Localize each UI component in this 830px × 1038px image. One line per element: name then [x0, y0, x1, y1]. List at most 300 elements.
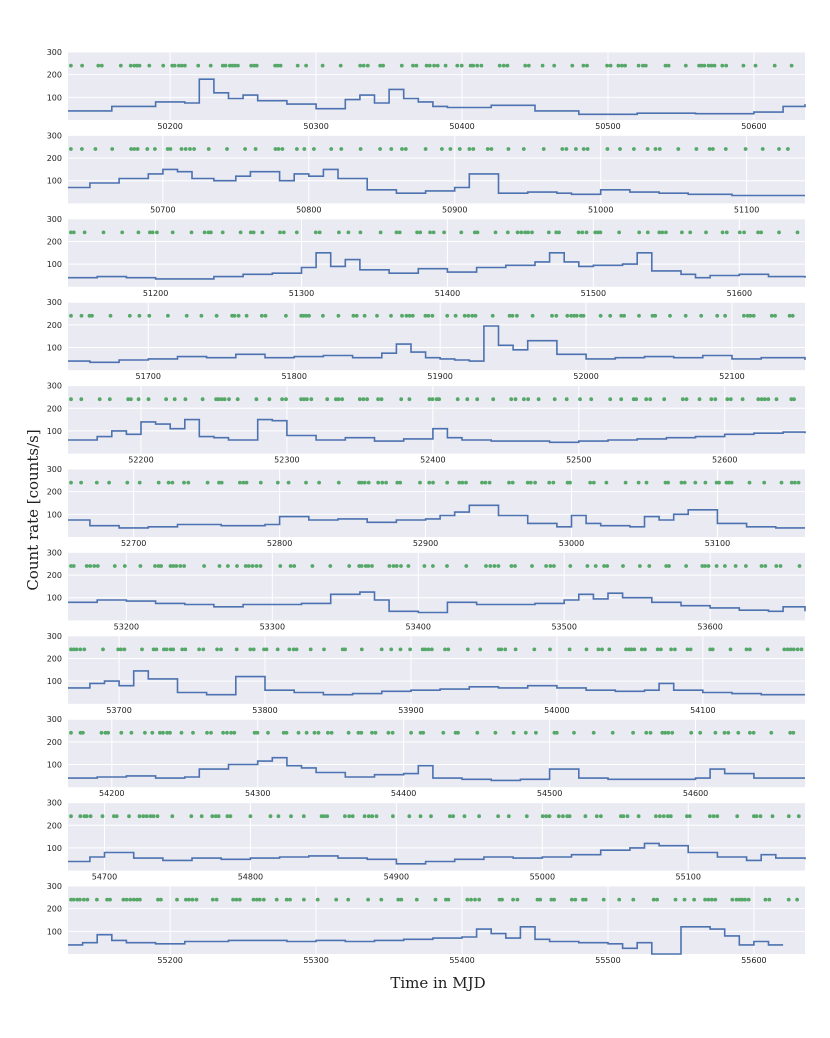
observation-marker [721, 231, 725, 235]
observation-marker [375, 314, 379, 318]
x-tick-label: 55200 [157, 956, 183, 965]
y-tick-label: 300 [46, 548, 62, 558]
observation-marker [384, 481, 388, 485]
panel-background [68, 135, 805, 203]
observation-marker [743, 898, 747, 902]
observation-marker [745, 648, 749, 652]
observation-marker [337, 481, 341, 485]
observation-marker [698, 731, 702, 735]
observation-marker [215, 898, 219, 902]
observation-marker [444, 64, 448, 68]
observation-marker [400, 64, 404, 68]
observation-marker [704, 481, 708, 485]
observation-marker [522, 397, 526, 401]
observation-marker [494, 731, 498, 735]
observation-marker [525, 814, 529, 818]
observation-marker [225, 731, 229, 735]
observation-marker [526, 397, 530, 401]
observation-marker [276, 648, 280, 652]
observation-marker [360, 648, 364, 652]
observation-marker [689, 648, 693, 652]
observation-marker [138, 481, 142, 485]
observation-marker [284, 314, 288, 318]
observation-marker [474, 314, 478, 318]
observation-marker [127, 814, 131, 818]
y-tick-label: 100 [46, 343, 62, 353]
observation-marker [322, 648, 326, 652]
observation-marker [432, 64, 436, 68]
observation-marker [463, 314, 467, 318]
observation-marker [565, 397, 569, 401]
observation-marker [366, 564, 370, 568]
observation-marker [351, 814, 355, 818]
observation-marker [96, 564, 100, 568]
observation-marker [557, 814, 561, 818]
observation-marker [174, 564, 178, 568]
observation-marker [552, 564, 556, 568]
observation-marker [190, 231, 194, 235]
observation-marker [760, 564, 764, 568]
observation-marker [233, 314, 237, 318]
observation-marker [137, 231, 141, 235]
observation-marker [796, 231, 800, 235]
observation-marker [427, 314, 431, 318]
observation-marker [565, 147, 569, 151]
observation-marker [434, 898, 438, 902]
x-tick-label: 54500 [536, 789, 563, 799]
observation-marker [225, 147, 229, 151]
observation-marker [715, 814, 719, 818]
observation-marker [572, 731, 576, 735]
observation-marker [120, 231, 124, 235]
observation-marker [171, 231, 175, 235]
observation-marker [449, 147, 453, 151]
x-tick-label: 55400 [449, 956, 475, 965]
x-tick-label: 52200 [128, 455, 154, 465]
observation-marker [534, 731, 538, 735]
observation-marker [69, 814, 73, 818]
observation-marker [608, 397, 612, 401]
observation-marker [500, 898, 504, 902]
y-tick-label: 200 [46, 821, 62, 831]
observation-marker [139, 564, 143, 568]
observation-marker [741, 397, 745, 401]
observation-marker [334, 898, 338, 902]
observation-marker [664, 231, 668, 235]
light-curve-panel [47, 632, 805, 715]
observation-marker [707, 564, 711, 568]
observation-marker [80, 314, 84, 318]
observation-marker [391, 731, 395, 735]
observation-marker [218, 564, 222, 568]
observation-marker [711, 648, 715, 652]
observation-marker [365, 397, 369, 401]
observation-marker [480, 64, 484, 68]
observation-marker [631, 898, 635, 902]
observation-marker [698, 397, 702, 401]
observation-marker [547, 231, 551, 235]
observation-marker [275, 898, 279, 902]
observation-marker [285, 898, 289, 902]
observation-marker [708, 147, 712, 151]
observation-marker [145, 814, 149, 818]
observation-marker [658, 814, 662, 818]
observation-marker [123, 564, 127, 568]
observation-marker [455, 64, 459, 68]
observation-marker [502, 64, 506, 68]
observation-marker [442, 231, 446, 235]
observation-marker [709, 397, 713, 401]
x-tick-label: 52500 [566, 455, 592, 465]
observation-marker [712, 814, 716, 818]
x-tick-label: 50400 [449, 122, 475, 131]
observation-marker [729, 397, 733, 401]
observation-marker [201, 648, 205, 652]
observation-marker [637, 814, 641, 818]
observation-marker [215, 648, 219, 652]
observation-marker [227, 397, 231, 401]
observation-marker [80, 147, 84, 151]
observation-marker [326, 731, 330, 735]
observation-marker [297, 731, 301, 735]
observation-marker [509, 397, 513, 401]
observation-marker [688, 231, 692, 235]
observation-marker [161, 64, 165, 68]
observation-marker [159, 564, 163, 568]
panel-background [68, 302, 805, 370]
observation-marker [102, 231, 106, 235]
observation-marker [427, 481, 431, 485]
y-tick-label: 100 [46, 93, 62, 103]
observation-marker [465, 397, 469, 401]
observation-marker [147, 314, 151, 318]
observation-marker [249, 814, 253, 818]
observation-marker [488, 481, 492, 485]
observation-marker [115, 814, 119, 818]
observation-marker [748, 731, 752, 735]
observation-marker [796, 648, 800, 652]
observation-marker [347, 231, 351, 235]
observation-marker [791, 731, 795, 735]
y-tick-label: 200 [46, 654, 62, 664]
y-tick-label: 200 [46, 237, 62, 247]
x-axis-label: Time in MJD [390, 974, 486, 992]
observation-marker [72, 898, 76, 902]
observation-marker [561, 814, 565, 818]
observation-marker [173, 397, 177, 401]
observation-marker [75, 648, 79, 652]
observation-marker [366, 64, 370, 68]
observation-marker [224, 64, 228, 68]
observation-marker [431, 481, 435, 485]
observation-marker [314, 231, 318, 235]
observation-marker [153, 564, 157, 568]
observation-marker [415, 64, 419, 68]
observation-marker [756, 397, 760, 401]
observation-marker [235, 898, 239, 902]
observation-marker [317, 731, 321, 735]
y-tick-label: 100 [46, 260, 62, 270]
observation-marker [400, 147, 404, 151]
observation-marker [95, 481, 99, 485]
observation-marker [542, 147, 546, 151]
observation-marker [749, 314, 753, 318]
observation-marker [475, 397, 479, 401]
y-tick-label: 100 [46, 843, 62, 853]
observation-marker [388, 564, 392, 568]
observation-marker [282, 231, 286, 235]
y-tick-label: 200 [46, 904, 62, 914]
observation-marker [652, 898, 656, 902]
observation-marker [619, 397, 623, 401]
observation-marker [575, 314, 579, 318]
x-tick-label: 53400 [405, 622, 431, 632]
observation-marker [268, 397, 272, 401]
observation-marker [108, 898, 112, 902]
observation-marker [399, 898, 403, 902]
y-tick-label: 100 [46, 593, 62, 603]
observation-marker [147, 64, 151, 68]
observation-marker [170, 814, 174, 818]
observation-marker [568, 564, 572, 568]
observation-marker [592, 731, 596, 735]
observation-marker [618, 147, 622, 151]
observation-marker [777, 231, 781, 235]
observation-marker [277, 147, 281, 151]
observation-marker [723, 564, 727, 568]
observation-marker [83, 231, 87, 235]
observation-marker [623, 64, 627, 68]
light-curve-panel [47, 298, 805, 381]
observation-marker [491, 397, 495, 401]
observation-marker [251, 564, 255, 568]
observation-marker [673, 648, 677, 652]
observation-marker [791, 314, 795, 318]
observation-marker [347, 731, 351, 735]
observation-marker [550, 314, 554, 318]
observation-marker [376, 397, 380, 401]
observation-marker [582, 314, 586, 318]
observation-marker [798, 564, 802, 568]
observation-marker [725, 397, 729, 401]
observation-marker [389, 648, 393, 652]
observation-marker [359, 231, 363, 235]
observation-marker [211, 898, 215, 902]
observation-marker [411, 64, 415, 68]
observation-marker [389, 147, 393, 151]
observation-marker [399, 564, 403, 568]
observation-marker [725, 231, 729, 235]
observation-marker [638, 564, 642, 568]
x-tick-label: 53300 [259, 622, 286, 632]
observation-marker [129, 397, 133, 401]
observation-marker [511, 481, 515, 485]
observation-marker [565, 314, 569, 318]
observation-marker [471, 147, 475, 151]
y-tick-label: 300 [46, 214, 62, 224]
observation-marker [432, 231, 436, 235]
observation-marker [552, 898, 556, 902]
observation-marker [506, 231, 510, 235]
observation-marker [766, 648, 770, 652]
observation-marker [763, 397, 767, 401]
observation-marker [511, 314, 515, 318]
observation-marker [309, 397, 313, 401]
y-tick-label: 200 [46, 320, 62, 330]
observation-marker [231, 898, 235, 902]
x-tick-label: 55600 [741, 956, 767, 965]
observation-marker [239, 231, 243, 235]
observation-marker [646, 147, 650, 151]
observation-marker [717, 481, 721, 485]
observation-marker [586, 564, 590, 568]
observation-marker [748, 648, 752, 652]
observation-marker [459, 231, 463, 235]
observation-marker [366, 898, 370, 902]
x-tick-label: 54300 [244, 789, 271, 799]
observation-marker [611, 731, 615, 735]
observation-marker [531, 314, 535, 318]
observation-marker [669, 814, 673, 818]
observation-marker [763, 564, 767, 568]
observation-marker [72, 231, 76, 235]
observation-marker [259, 564, 263, 568]
observation-marker [584, 898, 588, 902]
y-tick-label: 300 [46, 465, 62, 474]
observation-marker [646, 231, 650, 235]
observation-marker [436, 64, 440, 68]
observation-marker [215, 314, 219, 318]
observation-marker [197, 648, 201, 652]
observation-marker [255, 397, 259, 401]
observation-marker [516, 898, 520, 902]
observation-marker [658, 147, 662, 151]
observation-marker [529, 481, 533, 485]
observation-marker [295, 648, 299, 652]
x-tick-label: 53500 [551, 622, 577, 632]
x-tick-label: 52600 [712, 455, 738, 465]
observation-marker [654, 814, 658, 818]
x-tick-label: 50800 [296, 205, 322, 215]
observation-marker [537, 397, 541, 401]
observation-marker [654, 147, 658, 151]
x-tick-label: 53800 [252, 705, 278, 715]
observation-marker [138, 64, 142, 68]
observation-marker [427, 648, 431, 652]
observation-marker [787, 898, 791, 902]
observation-marker [595, 814, 599, 818]
observation-marker [622, 314, 626, 318]
observation-marker [766, 397, 770, 401]
observation-marker [209, 731, 213, 735]
observation-marker [667, 564, 671, 568]
observation-marker [370, 731, 374, 735]
observation-marker [200, 814, 204, 818]
observation-marker [605, 64, 609, 68]
y-tick-label: 200 [46, 487, 62, 497]
observation-marker [175, 898, 179, 902]
observation-marker [180, 147, 184, 151]
y-tick-label: 100 [46, 510, 62, 520]
observation-marker [748, 481, 752, 485]
observation-marker [321, 64, 325, 68]
x-tick-label: 54200 [99, 789, 125, 799]
observation-marker [648, 397, 652, 401]
observation-marker [200, 314, 204, 318]
light-curve-panel [47, 882, 805, 965]
observation-marker [730, 481, 734, 485]
observation-marker [186, 481, 190, 485]
observation-marker [643, 648, 647, 652]
observation-marker [769, 731, 773, 735]
observation-marker [90, 314, 94, 318]
observation-marker [138, 814, 142, 818]
observation-marker [770, 314, 774, 318]
observation-marker [302, 898, 306, 902]
x-tick-label: 54900 [383, 872, 410, 882]
observation-marker [88, 564, 92, 568]
observation-marker [602, 898, 606, 902]
observation-marker [703, 898, 707, 902]
observation-marker [631, 731, 635, 735]
observation-marker [762, 481, 766, 485]
observation-marker [277, 814, 281, 818]
observation-marker [573, 898, 577, 902]
observation-marker [182, 564, 186, 568]
y-tick-label: 300 [46, 631, 62, 641]
observation-marker [486, 147, 490, 151]
observation-marker [568, 648, 572, 652]
x-tick-label: 54000 [544, 705, 570, 715]
observation-marker [69, 64, 73, 68]
observation-marker [256, 731, 260, 735]
observation-marker [203, 231, 207, 235]
observation-marker [245, 314, 249, 318]
observation-marker [634, 397, 638, 401]
observation-marker [248, 648, 252, 652]
observation-marker [280, 397, 284, 401]
observation-marker [178, 564, 182, 568]
observation-marker [311, 564, 315, 568]
x-tick-label: 53000 [558, 539, 585, 548]
observation-marker [237, 314, 241, 318]
observation-marker [399, 648, 403, 652]
observation-marker [202, 564, 206, 568]
observation-marker [152, 814, 156, 818]
observation-marker [107, 481, 111, 485]
observation-marker [777, 147, 781, 151]
observation-marker [316, 898, 320, 902]
observation-marker [662, 397, 666, 401]
observation-marker [599, 814, 603, 818]
observation-marker [510, 564, 514, 568]
observation-marker [113, 564, 117, 568]
observation-marker [724, 64, 728, 68]
y-tick-label: 300 [46, 715, 62, 725]
observation-marker [235, 564, 239, 568]
observation-marker [775, 397, 779, 401]
observation-marker [605, 481, 609, 485]
y-tick-label: 300 [46, 882, 62, 891]
x-tick-label: 52100 [719, 372, 745, 382]
observation-marker [548, 648, 552, 652]
x-tick-label: 55100 [675, 872, 701, 882]
observation-marker [515, 314, 519, 318]
observation-marker [747, 898, 751, 902]
observation-marker [695, 147, 699, 151]
y-tick-label: 300 [46, 798, 62, 808]
observation-marker [441, 731, 445, 735]
